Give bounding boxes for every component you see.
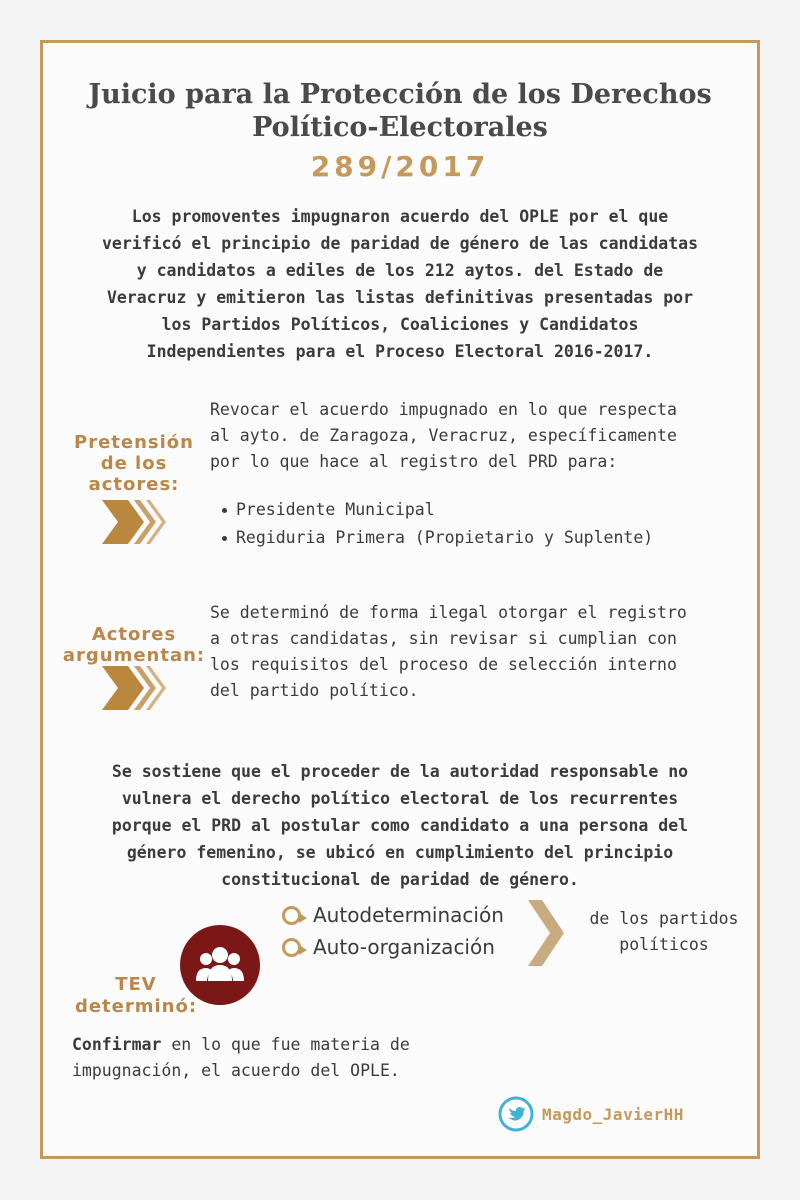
intro-paragraph: Los promoventes impugnaron acuerdo del OPLE por el que verificó el principio de paridad de género de las candidatas y candidatos a ediles de los 212 aytos. del Estado de Veracruz y emitieron las listas definitivas presentadas por los Partidos Políticos, Coaliciones y Candidatos Independientes para el Proceso Electoral 2016-2017. [101,207,699,361]
principle-autodeterminacion: Autodeterminación [282,903,504,927]
page-title: Juicio para la Protección de los Derechos Político-Electorales [88,79,712,143]
pretension-text: Revocar el acuerdo impugnado en lo que respecta al ayto. de Zaragoza, Veracruz, específicamente por lo que hace al registro del PRD para: [210,400,677,471]
chevron-arrows-icon [100,664,168,712]
tev-label: TEV determinó: [74,974,198,1017]
pretension-bullet-list [218,496,653,552]
political-parties-text: de los partidos políticos [589,909,739,954]
pretension-label: Pretensión de los actores: [74,432,194,495]
argumentan-label: Actores argumentan: [62,624,206,666]
ring-arrow-icon [282,938,301,957]
large-chevron-icon [526,898,566,968]
chevron-arrows-icon [100,498,168,546]
principle-auto-organizacion: Auto-organización [282,935,495,959]
ring-arrow-icon [282,906,301,925]
twitter-handle-link[interactable]: Magdo_JavierHH [498,1096,684,1132]
argumentan-text: Se determinó de forma ilegal otorgar el registro a otras candidatas, sin revisar si cumplian con los requisitos del proceso de selección interno del partido político. [210,603,687,700]
twitter-bird-icon [498,1096,534,1132]
list-item: Presidente Municipal [218,496,653,524]
conclusion-paragraph: Se sostiene que el proceder de la autoridad responsable no vulnera el derecho político electoral de los recurrentes porque el PRD al postular como candidato a una persona del género femenino, se ubicó en cumplimiento del principio constitucional de paridad de género. [111,762,689,889]
list-item: Regiduria Primera (Propietario y Suplente) [218,524,653,552]
tev-resolution: Confirmar en lo que fue materia de impugnación, el acuerdo del OPLE. [72,1035,410,1080]
case-number: 289/2017 [310,150,490,183]
